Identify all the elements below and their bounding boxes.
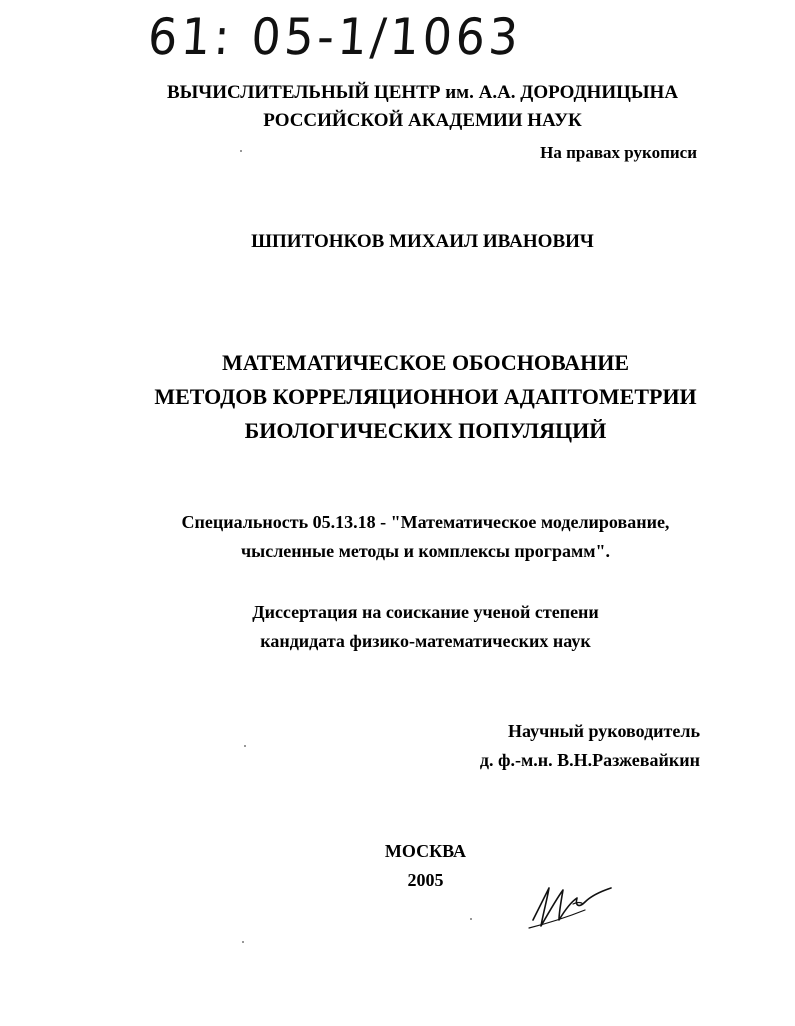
- specialty-line1: Специальность 05.13.18 - "Математическое моделирование,: [181, 512, 670, 532]
- scan-speck: [242, 941, 244, 943]
- institution-name-line1: ВЫЧИСЛИТЕЛЬНЫЙ ЦЕНТР им. А.А. ДОРОДНИЦЫНА: [166, 82, 679, 103]
- manuscript-rights-note: На правах рукописи: [540, 143, 697, 162]
- advisor-label: Научный руководитель: [508, 721, 700, 741]
- scan-speck: [240, 150, 242, 152]
- degree-line2: кандидата физико-математических наук: [260, 631, 591, 651]
- dissertation-title-line1: МАТЕМАТИЧЕСКОЕ ОБОСНОВАНИЕ: [221, 350, 630, 375]
- scan-speck: [470, 918, 472, 920]
- author-name: ШПИТОНКОВ МИХАИЛ ИВАНОВИЧ: [251, 231, 594, 252]
- advisor-name: д. ф.-м.н. В.Н.Разжевайкин: [479, 750, 700, 770]
- dissertation-title-line2: МЕТОДОВ КОРРЕЛЯЦИОННОИ АДАПТОМЕТРИИ: [154, 384, 697, 409]
- degree-line1: Диссертация на соискание ученой степени: [252, 602, 599, 622]
- city: МОСКВА: [384, 841, 467, 861]
- scan-speck: [244, 745, 246, 747]
- institution-name-line2: РОССИЙСКОЙ АКАДЕМИИ НАУК: [263, 110, 582, 131]
- year: 2005: [407, 870, 444, 890]
- dissertation-title-line3: БИОЛОГИЧЕСКИХ ПОПУЛЯЦИЙ: [244, 418, 607, 443]
- archive-number-handwritten: 61: 05-1/1063: [146, 8, 524, 66]
- specialty-line2: чысленные методы и комплексы программ".: [241, 541, 610, 561]
- handwritten-signature: [525, 878, 620, 938]
